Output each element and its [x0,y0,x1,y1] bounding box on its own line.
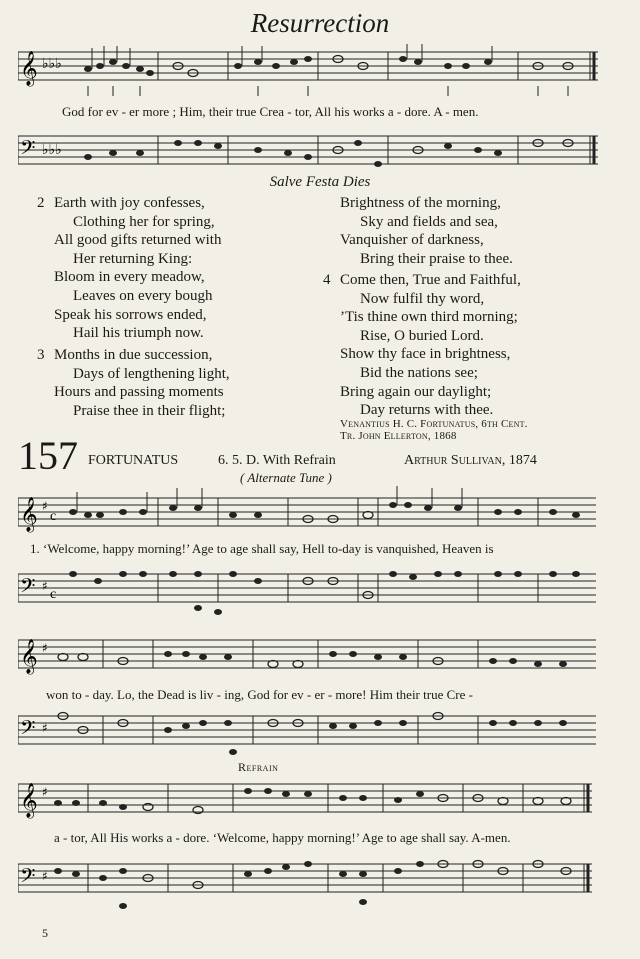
author-credit: Venantius H. C. Fortunatus, 6th Cent. [340,418,528,430]
svg-text:𝄢: 𝄢 [20,716,36,744]
music-system-157-3-treble [18,772,618,828]
svg-text:♯: ♯ [42,869,48,883]
verse-line: Bring again our daylight; [340,383,492,400]
verse-line: Hours and passing moments [54,384,224,401]
svg-text:c: c [50,509,57,524]
verse-line: Her returning King: [73,250,193,267]
music-system-156-bass [18,124,618,174]
verse-number: 3 [37,347,45,363]
svg-text:♯: ♯ [42,579,48,593]
svg-text:♯: ♯ [42,641,48,655]
svg-text:♯: ♯ [42,499,48,513]
verse-line: ’Tis thine own third morning; [340,309,518,326]
music-system-157-1-treble [18,486,618,536]
verse-line: All good gifts returned with [54,232,222,249]
translator-credit: Tr. John Ellerton, 1868 [340,430,457,442]
verses-right-column [320,194,640,424]
svg-text:𝄢: 𝄢 [20,864,36,892]
meter: 6. 5. D. With Refrain [218,453,336,468]
music-system-157-2-treble [18,626,618,684]
lyric-line: God for ev - er more ; Him, their true Crea - tor, All his works a - dore. A - men. [62,104,479,119]
alternate-tune-label: ( Alternate Tune ) [240,470,332,485]
svg-text:c: c [50,587,57,602]
svg-text:𝄞: 𝄞 [20,783,38,818]
lyric-line: won to - day. Lo, the Dead is liv - ing, God for ev - er - more! Him their true Cre - [46,687,473,702]
verse-line: Days of lengthening light, [73,365,230,382]
refrain-label: Refrain [238,760,279,774]
verse-line: Rise, O buried Lord. [360,327,484,344]
verse-number: 4 [323,272,331,288]
lyric-line: a - tor, All His works a - dore. ‘Welcome, happy morning!’ Age to age shall say. A-men. [54,830,511,845]
verse-line: Now fulfil thy word, [360,290,485,307]
verse-line: Bring their praise to thee. [360,250,513,267]
svg-text:♭♭♭: ♭♭♭ [42,56,62,72]
composer: Arthur Sullivan, 1874 [404,453,537,468]
verse-line: Brightness of the morning, [340,195,501,211]
verse-line: Hail his triumph now. [73,325,204,342]
svg-text:𝄢: 𝄢 [20,136,36,164]
music-system-157-3-bass [18,850,618,920]
verse-line: Come then, True and Faithful, [340,272,521,288]
verse-line: Vanquisher of darkness, [340,232,484,249]
lyric-line: 1. ‘Welcome, happy morning!’ Age to age shall say, Hell to-day is vanquished, Heaven is [30,541,494,556]
svg-text:♯: ♯ [42,785,48,799]
verse-line: Earth with joy confesses, [54,195,205,211]
svg-text:𝄞: 𝄞 [20,497,38,532]
svg-text:𝄞: 𝄞 [20,639,38,674]
hymn-number: 157 [18,433,78,478]
verse-line: Bid the nations see; [360,365,478,381]
music-system-156-treble [18,44,618,100]
verse-line: Speak his sorrows ended, [54,306,207,323]
page-title: Resurrection [250,8,390,38]
svg-text:𝄢: 𝄢 [20,574,36,602]
verse-number: 2 [37,195,45,211]
svg-text:♭♭♭: ♭♭♭ [42,142,62,158]
tune-name: FORTUNATUS [88,453,179,468]
verse-line: Months in due succession, [54,347,213,363]
verse-line: Bloom in every meadow, [54,269,205,286]
verse-line: Leaves on every bough [73,288,213,304]
verse-line: Show thy face in brightness, [340,346,511,363]
verse-line: Sky and fields and sea, [360,213,498,230]
music-system-157-1-bass [18,560,618,620]
page-number: 5 [42,926,48,940]
tune-caption: Salve Festa Dies [269,174,371,190]
verse-line: Clothing her for spring, [73,213,215,230]
verses-left-column [0,194,320,424]
svg-text:𝄞: 𝄞 [20,51,38,86]
verse-line: Day returns with thee. [360,402,494,419]
music-system-157-2-bass [18,704,618,760]
svg-text:♯: ♯ [42,721,48,735]
verse-line: Praise thee in their flight; [73,402,226,419]
